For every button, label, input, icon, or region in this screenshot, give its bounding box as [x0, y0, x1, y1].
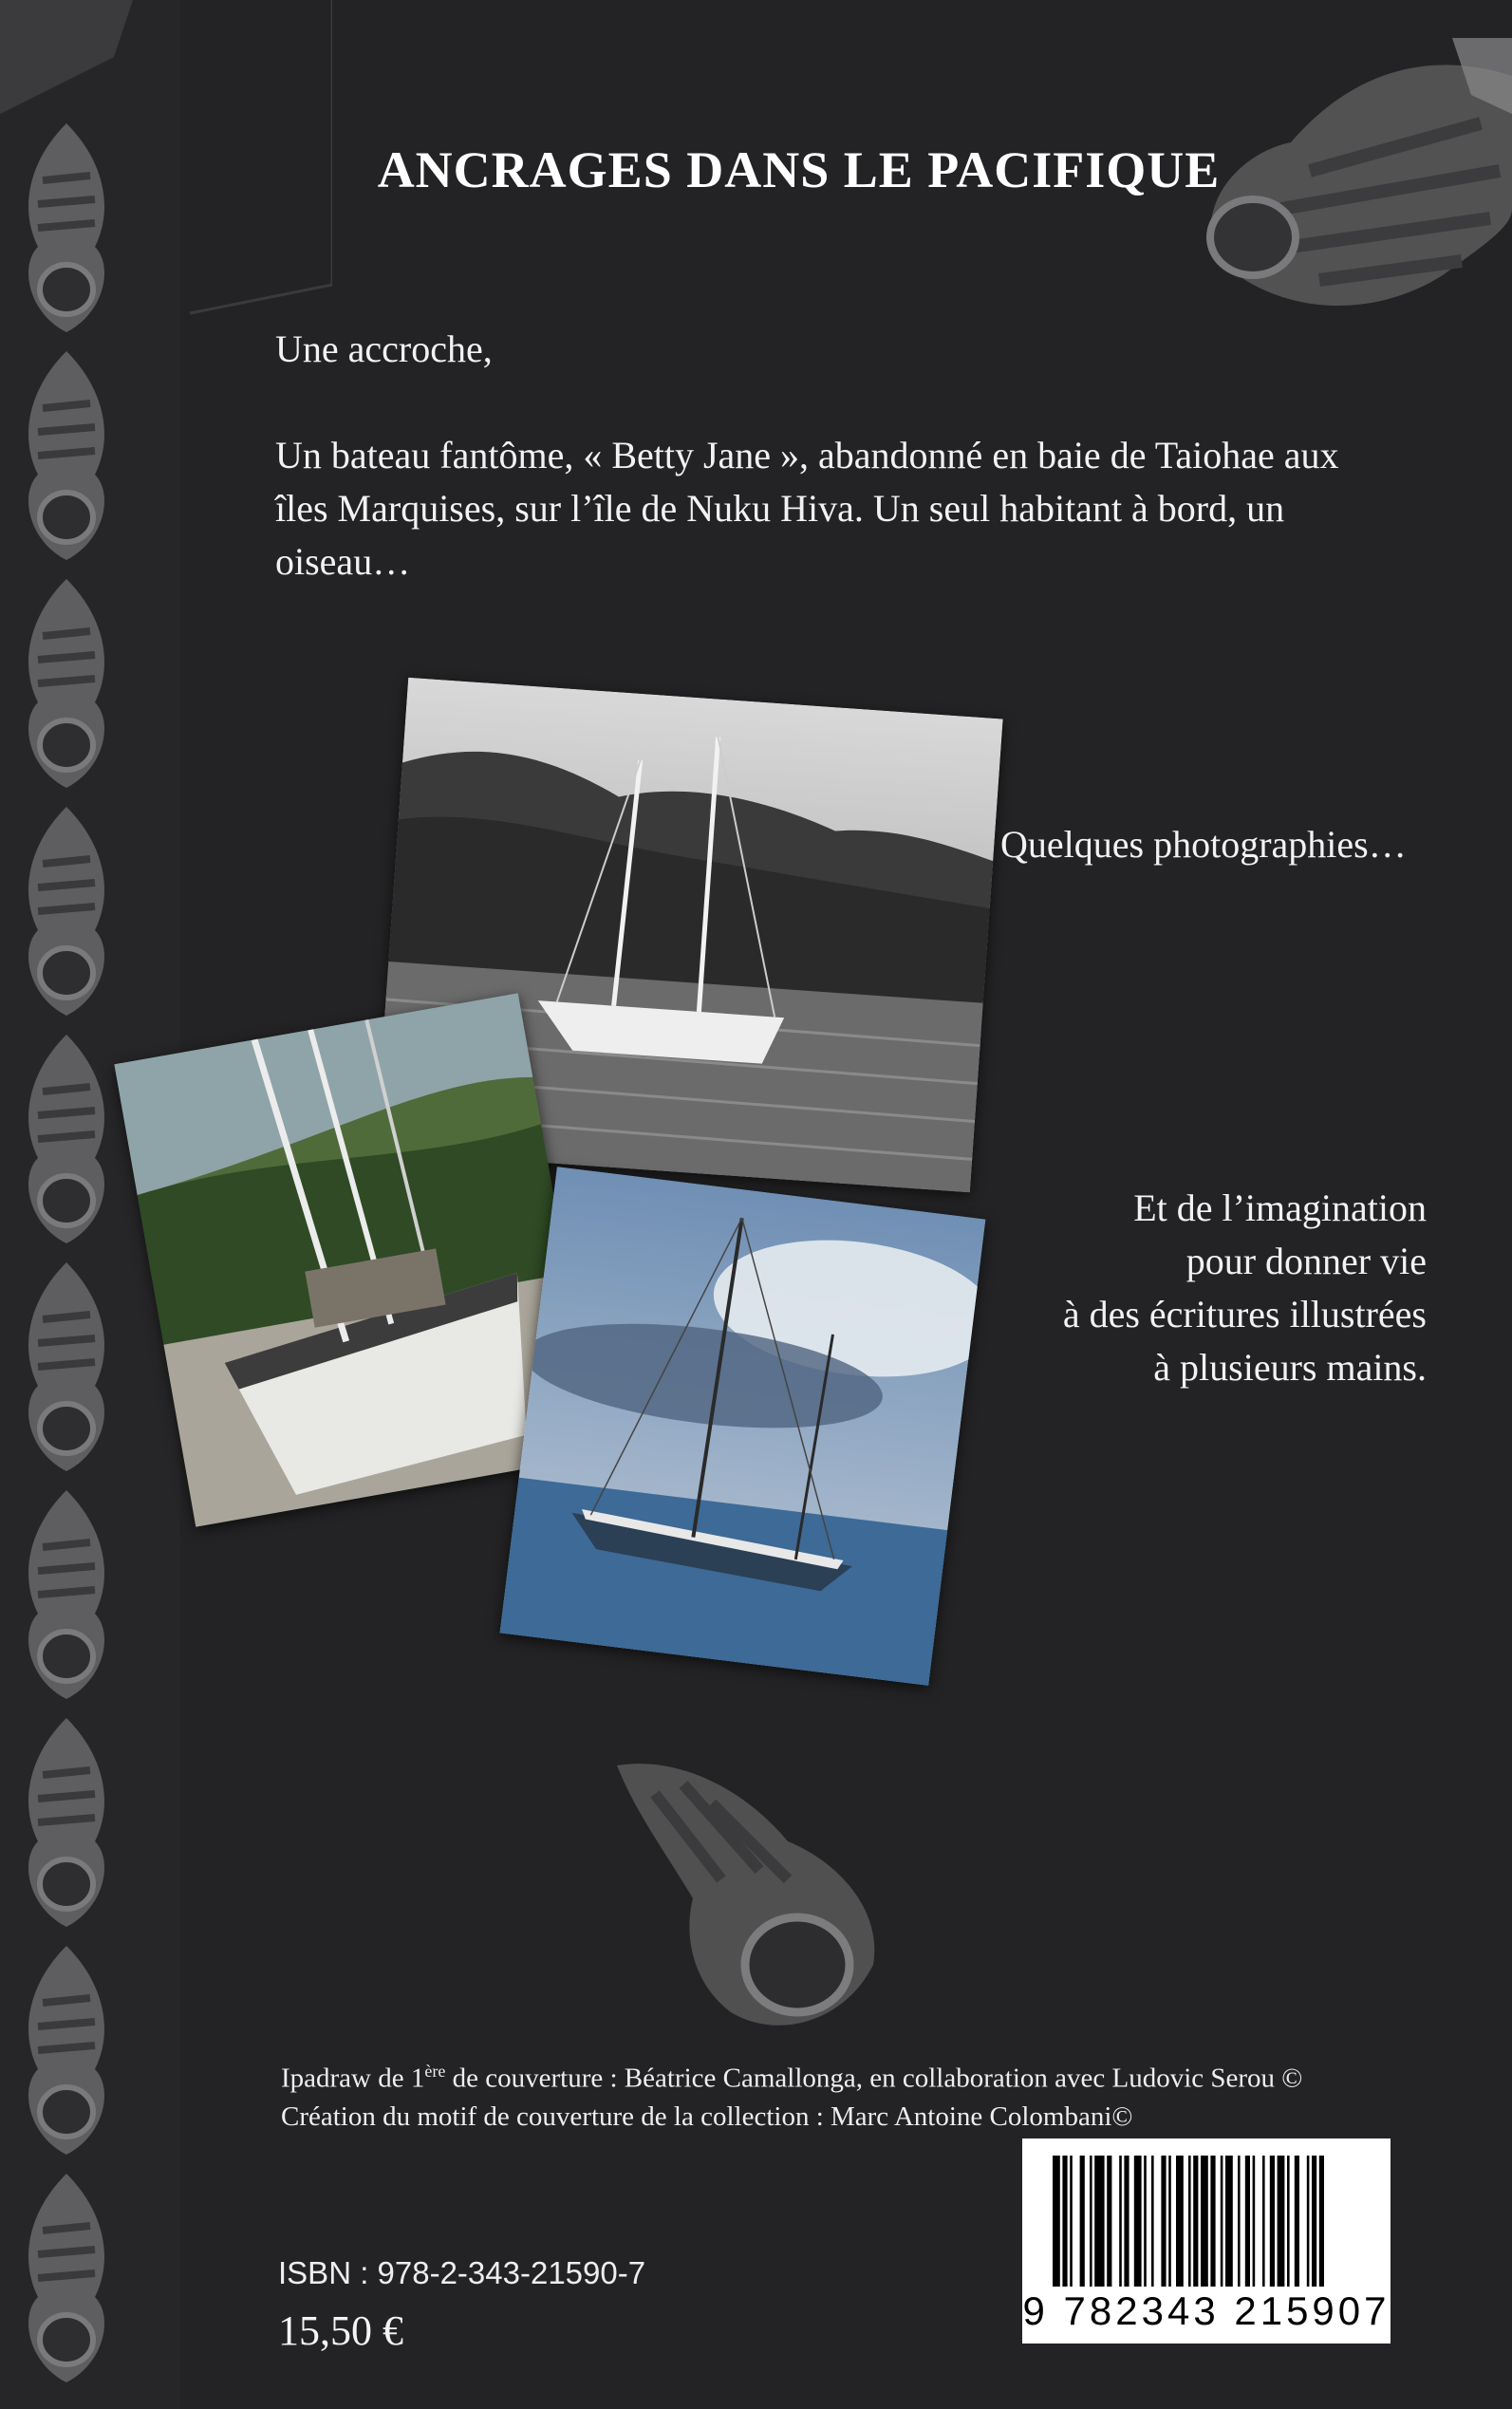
barcode-bar: [1238, 2156, 1241, 2287]
barcode-bar: [1312, 2156, 1316, 2287]
imagination-line: pour donner vie: [1185, 1240, 1427, 1282]
barcode-bar: [1225, 2156, 1233, 2287]
book-price: 15,50 €: [278, 2307, 403, 2354]
credit-text: Ipadraw de 1: [281, 2063, 425, 2094]
barcode-bar: [1287, 2156, 1290, 2287]
barcode-bar: [1221, 2156, 1223, 2287]
barcode-bar: [1094, 2156, 1104, 2287]
sailboat-photo-blue-sea: [500, 1167, 986, 1686]
barcode-bar: [1295, 2156, 1299, 2287]
credit-text: de couverture : Béatrice Camallonga, en collaboration avec Ludovic Serou ©: [445, 2063, 1303, 2094]
barcode-bar: [1201, 2156, 1208, 2287]
barcode-bar: [1080, 2156, 1085, 2287]
barcode-bar: [1161, 2156, 1166, 2287]
barcode-bar: [1307, 2156, 1310, 2287]
barcode-bar: [1262, 2156, 1265, 2287]
imagination-line: à plusieurs mains.: [1153, 1346, 1427, 1389]
barcode-bar: [1188, 2156, 1191, 2287]
barcode-bar: [1090, 2156, 1092, 2287]
barcode-bar: [1151, 2156, 1154, 2287]
credit-line-motif: Création du motif de couverture de la collection : Marc Antoine Colombani©: [281, 2101, 1133, 2132]
barcode-bar: [1253, 2156, 1256, 2287]
credit-superscript: ère: [424, 2062, 446, 2081]
barcode-bar: [1270, 2156, 1275, 2287]
barcode-bar: [1176, 2156, 1184, 2287]
barcode-bar: [1053, 2156, 1060, 2287]
photos-caption: Quelques photographies…: [1000, 823, 1407, 866]
shell-bottom-decoration: [598, 1746, 902, 2050]
imagination-line: à des écritures illustrées: [1062, 1293, 1427, 1335]
barcode-bar: [1278, 2156, 1285, 2287]
barcode-bar: [1245, 2156, 1250, 2287]
barcode-digits: 9 782343 215907: [1022, 2288, 1391, 2333]
book-title: ANCRAGES DANS LE PACIFIQUE: [377, 141, 1221, 198]
imagination-line: Et de l’imagination: [1133, 1186, 1427, 1229]
isbn-number: ISBN : 978-2-343-21590-7: [278, 2255, 646, 2290]
barcode-bar: [1124, 2156, 1129, 2287]
barcode-bar: [1134, 2156, 1142, 2287]
barcode-bar: [1062, 2156, 1067, 2287]
credit-line-illustration: [281, 2052, 1302, 2098]
barcode-bar: [1107, 2156, 1111, 2287]
description-text: Un bateau fantôme, « Betty Jane », abandonné en baie de Taiohae aux îles Marquises, sur l’île de Nuku Hiva. Un seul habitant à bord, un oiseau…: [275, 434, 1339, 583]
barcode-bar: [1210, 2156, 1215, 2287]
intro-text: Une accroche,: [275, 327, 493, 370]
barcode-bars: [1022, 2138, 1391, 2290]
barcode-bar: [1144, 2156, 1147, 2287]
cover-credits: [281, 2052, 1302, 2136]
barcode-bar: [1119, 2156, 1122, 2287]
barcode: [1022, 2138, 1391, 2344]
barcode-bar: [1193, 2156, 1198, 2287]
barcode-bar: [1319, 2156, 1324, 2287]
imagination-text: [1063, 1182, 1427, 1394]
barcode-bar: [1070, 2156, 1073, 2287]
barcode-bar: [1168, 2156, 1171, 2287]
